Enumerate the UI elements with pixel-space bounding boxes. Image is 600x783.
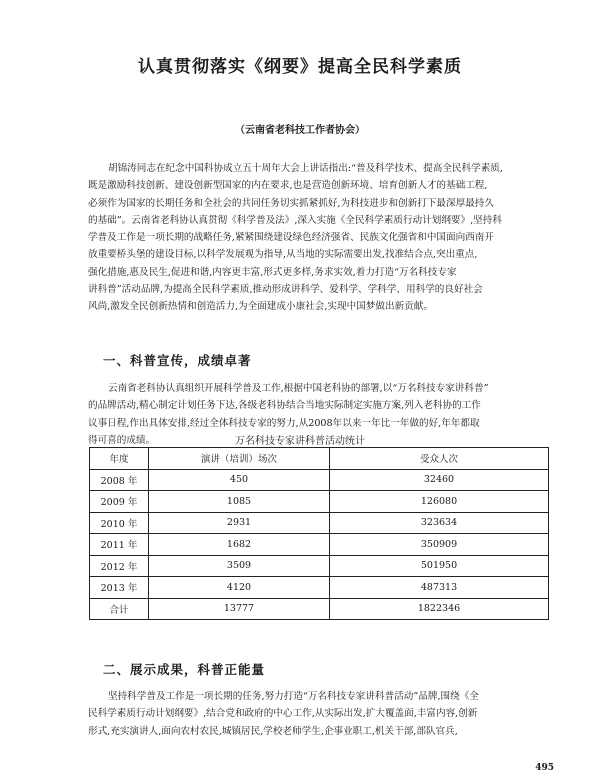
cell-total-audience: 1822346	[330, 598, 549, 620]
header-sessions: 演讲（培训）场次	[149, 448, 330, 470]
table-row	[90, 512, 549, 534]
cell-sessions: 4120	[149, 577, 330, 599]
cell-audience: 323634	[330, 512, 549, 534]
text-line: 学普及工作是一项长期的战略任务,紧紧围绕建设绿色经济强省、民族文化强省和中国面向西南开	[88, 232, 494, 244]
cell-year: 2010 年	[90, 512, 149, 534]
cell-audience: 350909	[330, 534, 549, 556]
cell-sessions: 450	[149, 469, 330, 491]
cell-sessions: 2931	[149, 512, 330, 534]
text-line: 必须作为国家的长期任务和全社会的共同任务切实抓紧抓好,为科技进步和创新打下最深厚最持久	[88, 197, 494, 209]
cell-audience: 501950	[330, 555, 549, 577]
cell-audience: 487313	[330, 577, 549, 599]
cell-year: 2012 年	[90, 555, 149, 577]
text-line: 得可喜的成绩。	[88, 434, 156, 446]
cell-sessions: 1085	[149, 491, 330, 513]
statistics-table	[89, 447, 549, 620]
text-line: 放重要桥头堡的建设目标,以科学发展观为指导,从当地的实际需要出发,找准结合点,突出重点,	[88, 249, 478, 261]
text-line: 风尚,激发全民创新热情和创造活力,为全面建成小康社会,实现中国梦做出新贡献。	[88, 301, 433, 313]
table-total-row	[90, 598, 549, 620]
text-line: 讲科普”活动品牌,为提高全民科学素质,推动形成讲科学、爱科学、学科学、用科学的良好社会	[88, 284, 483, 296]
section-heading-1: 一、科普宣传，成绩卓著	[103, 353, 252, 368]
cell-year: 2013 年	[90, 577, 149, 599]
text-line: 议事日程,作出具体安排,经过全体科技专家的努力,从2008年以来一年比一年做的好,年年都取	[88, 417, 480, 429]
page-number: 495	[535, 763, 554, 773]
table-header-row	[90, 448, 549, 470]
cell-sessions: 1682	[149, 534, 330, 556]
header-year: 年度	[90, 448, 149, 470]
table-row	[90, 577, 549, 599]
cell-total-sessions: 13777	[149, 598, 330, 620]
section-heading-2: 二、展示成果，科普正能量	[103, 662, 266, 677]
table-row	[90, 469, 549, 491]
header-audience: 受众人次	[330, 448, 549, 470]
text-line: 云南省老科协认真组织开展科学普及工作,根据中国老科协的部署,以“万名科技专家讲科普”	[108, 383, 489, 394]
text-line: 强化措施,惠及民生,促进和谐,内容更丰富,形式更多样,务求实效,着力打造“万名科技专家	[88, 266, 457, 278]
cell-year: 2011 年	[90, 534, 149, 556]
article-title: 认真贯彻落实《纲要》提高全民科学素质	[138, 57, 462, 77]
cell-year: 2008 年	[90, 469, 149, 491]
cell-year: 2009 年	[90, 491, 149, 513]
table-caption: 万名科技专家讲科普活动统计	[235, 436, 365, 447]
text-line: 胡锦涛同志在纪念中国科协成立五十周年大会上讲话指出:“普及科学技术、提高全民科学素质,	[108, 163, 503, 174]
cell-sessions: 3509	[149, 555, 330, 577]
cell-audience: 126080	[330, 491, 549, 513]
cell-audience: 32460	[330, 469, 549, 491]
cell-total-label: 合计	[90, 598, 149, 620]
text-line: 的基础”。云南省老科协认真贯彻《科学普及法》,深入实施《全民科学素质行动计划纲要》,坚持科	[88, 214, 502, 226]
text-line: 的品牌活动,精心制定计划任务下达,各级老科协结合当地实际制定实施方案,列入老科协的工作	[88, 400, 481, 412]
text-line: 坚持科学普及工作是一项长期的任务,努力打造“万名科技专家讲科普活动”品牌,围绕《全	[108, 691, 479, 702]
text-line: 民科学素质行动计划纲要》,结合党和政府的中心工作,从实际出发,扩大覆盖面,丰富内容,创新	[88, 708, 478, 720]
section2-paragraph	[88, 688, 546, 740]
table-row	[90, 555, 549, 577]
article-author: （云南省老科技工作者协会）	[235, 125, 365, 136]
table-row	[90, 491, 549, 513]
intro-paragraph	[88, 160, 546, 316]
text-line: 形式,充实演讲人,面向农村农民,城镇居民,学校老师学生,企事业职工,机关干部,部队官兵,	[88, 725, 458, 737]
text-line: 既是激励科技创新、建设创新型国家的内在要求,也是营造创新环境、培育创新人才的基础工程,	[88, 180, 488, 192]
table-row	[90, 534, 549, 556]
